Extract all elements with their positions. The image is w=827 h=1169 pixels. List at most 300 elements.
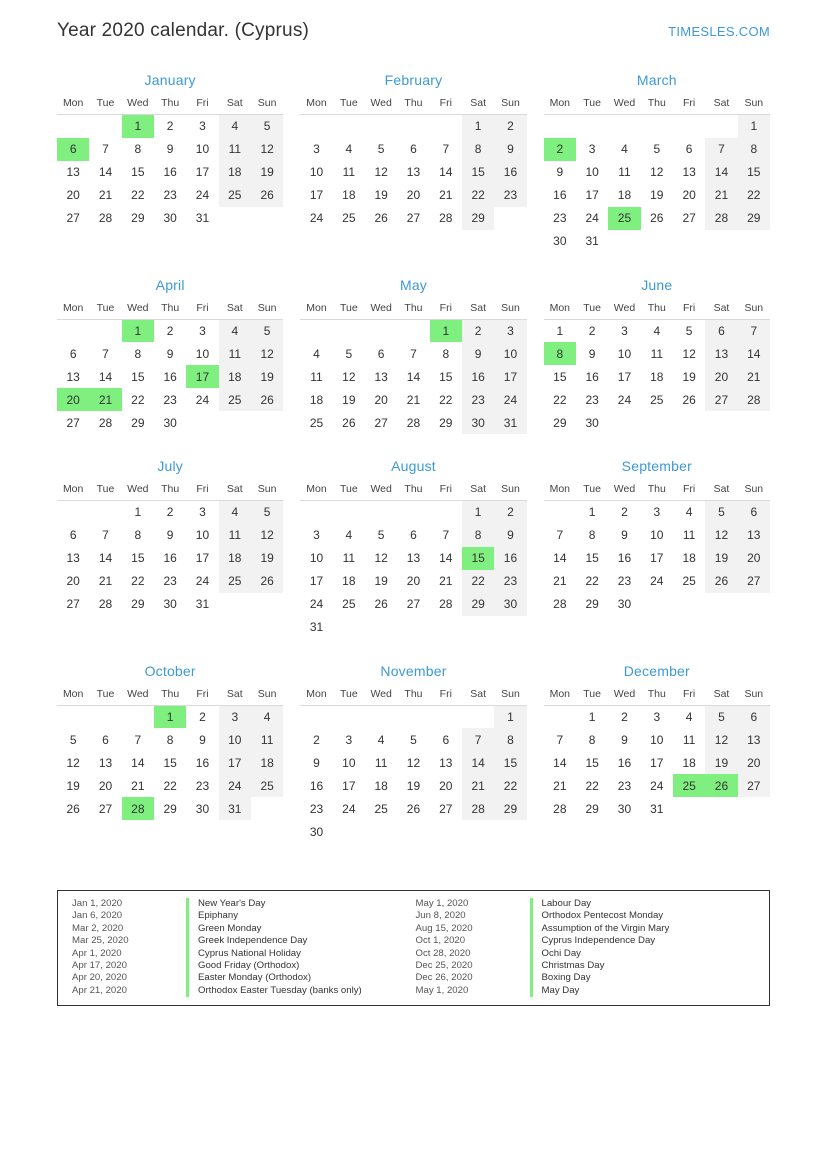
- day-cell[interactable]: 11: [374, 755, 388, 770]
- day-cell[interactable]: 18: [682, 755, 696, 770]
- day-cell-holiday[interactable]: 1: [122, 319, 154, 342]
- day-cell[interactable]: 8: [588, 528, 596, 542]
- day-cell[interactable]: 27: [705, 388, 737, 411]
- day-cell[interactable]: 26: [374, 211, 388, 225]
- day-cell[interactable]: 3: [219, 705, 251, 728]
- day-cell[interactable]: 6: [705, 319, 737, 342]
- day-cell[interactable]: 17: [585, 188, 599, 202]
- day-cell[interactable]: 7: [134, 732, 142, 747]
- day-cell[interactable]: 18: [219, 365, 251, 388]
- day-cell[interactable]: 3: [653, 505, 661, 520]
- day-cell[interactable]: 24: [494, 388, 526, 411]
- day-cell[interactable]: 31: [309, 620, 324, 634]
- day-cell[interactable]: 29: [585, 801, 599, 816]
- day-cell[interactable]: 6: [69, 346, 77, 361]
- day-cell[interactable]: 24: [195, 392, 210, 407]
- day-cell[interactable]: 5: [251, 501, 283, 524]
- day-cell[interactable]: 13: [98, 755, 113, 770]
- day-cell[interactable]: 26: [705, 570, 737, 593]
- day-cell[interactable]: 30: [163, 415, 177, 430]
- day-cell[interactable]: 3: [199, 323, 206, 338]
- day-cell[interactable]: 29: [163, 801, 177, 816]
- day-cell[interactable]: 14: [738, 342, 770, 365]
- day-cell[interactable]: 4: [251, 705, 283, 728]
- day-cell[interactable]: 7: [410, 346, 417, 361]
- day-cell-holiday[interactable]: 21: [89, 388, 121, 411]
- day-cell[interactable]: 20: [374, 392, 388, 407]
- day-cell[interactable]: 30: [163, 597, 177, 611]
- day-cell[interactable]: 27: [374, 415, 388, 430]
- day-cell[interactable]: 12: [251, 342, 283, 365]
- day-cell[interactable]: 9: [621, 732, 628, 747]
- day-cell[interactable]: 3: [199, 505, 206, 520]
- day-cell[interactable]: 17: [219, 751, 251, 774]
- day-cell[interactable]: 20: [738, 547, 770, 570]
- day-cell[interactable]: 26: [682, 392, 696, 407]
- day-cell[interactable]: 6: [102, 732, 109, 747]
- day-cell[interactable]: 7: [556, 528, 564, 542]
- day-cell[interactable]: 25: [219, 388, 251, 411]
- day-cell[interactable]: 30: [585, 415, 599, 430]
- day-cell[interactable]: 20: [439, 778, 453, 793]
- day-cell[interactable]: 29: [738, 207, 770, 230]
- day-cell[interactable]: 3: [588, 142, 596, 156]
- day-cell[interactable]: 13: [439, 755, 453, 770]
- day-cell[interactable]: 24: [585, 211, 599, 225]
- day-cell[interactable]: 5: [377, 142, 385, 156]
- day-cell[interactable]: 6: [377, 346, 385, 361]
- day-cell[interactable]: 16: [494, 161, 526, 184]
- day-cell[interactable]: 23: [617, 778, 632, 793]
- day-cell[interactable]: 29: [439, 415, 453, 430]
- day-cell[interactable]: 4: [377, 732, 385, 747]
- day-cell[interactable]: 22: [131, 188, 145, 202]
- day-cell[interactable]: 14: [98, 369, 113, 384]
- day-cell[interactable]: 15: [462, 161, 494, 184]
- day-cell[interactable]: 14: [131, 755, 145, 770]
- day-cell[interactable]: 16: [553, 188, 567, 202]
- day-cell[interactable]: 19: [342, 392, 356, 407]
- day-cell[interactable]: 28: [406, 415, 421, 430]
- day-cell[interactable]: 14: [462, 751, 494, 774]
- day-cell[interactable]: 1: [462, 501, 494, 524]
- day-cell[interactable]: 11: [618, 165, 631, 179]
- day-cell[interactable]: 19: [705, 547, 737, 570]
- day-cell[interactable]: 22: [553, 392, 567, 407]
- day-cell[interactable]: 21: [439, 188, 453, 202]
- day-cell[interactable]: 8: [134, 528, 142, 542]
- day-cell[interactable]: 8: [442, 346, 450, 361]
- day-cell[interactable]: 28: [553, 801, 567, 816]
- day-cell[interactable]: 15: [131, 165, 145, 179]
- day-cell[interactable]: 18: [309, 392, 324, 407]
- day-cell[interactable]: 17: [309, 574, 324, 588]
- day-cell[interactable]: 7: [102, 142, 109, 156]
- day-cell[interactable]: 7: [442, 528, 450, 542]
- day-cell[interactable]: 15: [585, 551, 599, 565]
- day-cell[interactable]: 4: [653, 323, 661, 338]
- day-cell[interactable]: 26: [66, 801, 80, 816]
- day-cell[interactable]: 15: [494, 751, 526, 774]
- day-cell[interactable]: 16: [585, 369, 599, 384]
- day-cell[interactable]: 2: [621, 709, 628, 724]
- day-cell[interactable]: 26: [251, 570, 283, 593]
- day-cell[interactable]: 16: [617, 551, 632, 565]
- day-cell[interactable]: 16: [163, 551, 177, 565]
- day-cell[interactable]: 23: [553, 211, 567, 225]
- day-cell[interactable]: 7: [442, 142, 450, 156]
- day-cell[interactable]: 14: [98, 551, 113, 565]
- day-cell[interactable]: 10: [585, 165, 599, 179]
- day-cell-holiday[interactable]: 26: [705, 774, 737, 797]
- day-cell[interactable]: 31: [195, 211, 210, 225]
- day-cell-holiday[interactable]: 1: [430, 319, 462, 342]
- day-cell[interactable]: 11: [682, 732, 696, 747]
- day-cell-holiday[interactable]: 25: [673, 774, 705, 797]
- day-cell[interactable]: 13: [406, 551, 421, 565]
- day-cell[interactable]: 30: [195, 801, 210, 816]
- day-cell[interactable]: 24: [342, 801, 356, 816]
- day-cell[interactable]: 16: [163, 369, 177, 384]
- day-cell[interactable]: 24: [650, 574, 664, 588]
- day-cell[interactable]: 1: [588, 505, 596, 520]
- day-cell[interactable]: 28: [98, 597, 113, 611]
- day-cell[interactable]: 23: [309, 801, 324, 816]
- day-cell[interactable]: 8: [134, 142, 142, 156]
- day-cell[interactable]: 1: [134, 505, 142, 520]
- day-cell[interactable]: 18: [617, 188, 632, 202]
- day-cell[interactable]: 28: [705, 207, 737, 230]
- day-cell[interactable]: 9: [462, 342, 494, 365]
- day-cell[interactable]: 15: [131, 369, 145, 384]
- day-cell[interactable]: 3: [313, 142, 320, 156]
- day-cell[interactable]: 22: [163, 778, 177, 793]
- day-cell[interactable]: 7: [102, 528, 109, 542]
- day-cell[interactable]: 3: [494, 319, 526, 342]
- day-cell[interactable]: 8: [738, 138, 770, 161]
- day-cell[interactable]: 3: [345, 732, 353, 747]
- day-cell-holiday[interactable]: 6: [57, 138, 89, 161]
- day-cell[interactable]: 25: [309, 415, 324, 430]
- day-cell[interactable]: 25: [342, 597, 356, 611]
- day-cell[interactable]: 27: [406, 597, 421, 611]
- day-cell[interactable]: 15: [553, 369, 567, 384]
- day-cell[interactable]: 8: [134, 346, 142, 361]
- day-cell[interactable]: 13: [738, 728, 770, 751]
- day-cell[interactable]: 28: [98, 415, 113, 430]
- day-cell[interactable]: 13: [66, 165, 80, 179]
- day-cell[interactable]: 9: [313, 755, 320, 770]
- day-cell[interactable]: 3: [313, 528, 320, 542]
- day-cell-holiday[interactable]: 8: [544, 342, 576, 365]
- day-cell[interactable]: 25: [251, 774, 283, 797]
- day-cell[interactable]: 8: [588, 732, 596, 747]
- day-cell[interactable]: 20: [98, 778, 113, 793]
- day-cell[interactable]: 16: [195, 755, 210, 770]
- day-cell[interactable]: 20: [66, 188, 80, 202]
- day-cell[interactable]: 19: [374, 574, 388, 588]
- day-cell[interactable]: 22: [462, 184, 494, 207]
- day-cell[interactable]: 4: [345, 528, 353, 542]
- day-cell[interactable]: 4: [219, 115, 251, 138]
- day-cell[interactable]: 10: [195, 346, 210, 361]
- day-cell[interactable]: 6: [69, 528, 77, 542]
- day-cell[interactable]: 5: [69, 732, 77, 747]
- day-cell[interactable]: 18: [251, 751, 283, 774]
- day-cell[interactable]: 11: [251, 728, 283, 751]
- day-cell[interactable]: 26: [342, 415, 356, 430]
- day-cell[interactable]: 17: [195, 165, 210, 179]
- day-cell[interactable]: 17: [342, 778, 356, 793]
- day-cell[interactable]: 3: [199, 119, 206, 134]
- day-cell[interactable]: 8: [462, 524, 494, 547]
- day-cell[interactable]: 7: [738, 319, 770, 342]
- day-cell[interactable]: 24: [309, 211, 324, 225]
- day-cell[interactable]: 29: [585, 597, 599, 611]
- day-cell[interactable]: 11: [342, 165, 356, 179]
- day-cell[interactable]: 28: [553, 597, 567, 611]
- day-cell[interactable]: 14: [439, 551, 453, 565]
- day-cell[interactable]: 8: [494, 728, 526, 751]
- day-cell-holiday[interactable]: 20: [57, 388, 89, 411]
- day-cell[interactable]: 10: [309, 551, 324, 565]
- day-cell[interactable]: 18: [650, 369, 664, 384]
- day-cell[interactable]: 9: [166, 142, 174, 156]
- day-cell[interactable]: 23: [195, 778, 210, 793]
- day-cell[interactable]: 14: [98, 165, 113, 179]
- day-cell[interactable]: 5: [653, 142, 661, 156]
- day-cell[interactable]: 18: [342, 574, 356, 588]
- day-cell[interactable]: 27: [738, 570, 770, 593]
- day-cell[interactable]: 15: [163, 755, 177, 770]
- day-cell[interactable]: 2: [166, 119, 174, 134]
- day-cell[interactable]: 22: [738, 184, 770, 207]
- day-cell[interactable]: 16: [494, 547, 526, 570]
- day-cell[interactable]: 2: [494, 115, 526, 138]
- day-cell[interactable]: 5: [251, 319, 283, 342]
- day-cell[interactable]: 13: [66, 551, 80, 565]
- day-cell[interactable]: 23: [163, 392, 177, 407]
- day-cell[interactable]: 20: [406, 574, 421, 588]
- day-cell[interactable]: 6: [410, 142, 417, 156]
- day-cell[interactable]: 12: [251, 138, 283, 161]
- day-cell[interactable]: 30: [553, 234, 567, 248]
- day-cell[interactable]: 11: [219, 342, 251, 365]
- day-cell[interactable]: 30: [309, 824, 324, 839]
- day-cell[interactable]: 23: [462, 388, 494, 411]
- day-cell[interactable]: 2: [166, 505, 174, 520]
- day-cell[interactable]: 21: [439, 574, 453, 588]
- day-cell[interactable]: 12: [251, 524, 283, 547]
- day-cell[interactable]: 18: [374, 778, 388, 793]
- day-cell[interactable]: 26: [251, 184, 283, 207]
- day-cell[interactable]: 21: [98, 574, 113, 588]
- day-cell[interactable]: 2: [621, 505, 628, 520]
- day-cell[interactable]: 29: [131, 415, 145, 430]
- day-cell[interactable]: 22: [462, 570, 494, 593]
- day-cell[interactable]: 27: [66, 415, 80, 430]
- day-cell-holiday[interactable]: 28: [122, 797, 154, 820]
- day-cell[interactable]: 8: [166, 732, 174, 747]
- day-cell-holiday[interactable]: 25: [608, 207, 640, 230]
- day-cell[interactable]: 16: [309, 778, 324, 793]
- day-cell[interactable]: 9: [556, 165, 564, 179]
- day-cell[interactable]: 14: [553, 551, 567, 565]
- day-cell[interactable]: 25: [219, 184, 251, 207]
- day-cell[interactable]: 29: [131, 597, 145, 611]
- day-cell[interactable]: 21: [738, 365, 770, 388]
- day-cell-holiday[interactable]: 17: [186, 365, 218, 388]
- day-cell[interactable]: 1: [556, 323, 564, 338]
- day-cell[interactable]: 19: [251, 547, 283, 570]
- day-cell[interactable]: 15: [131, 551, 145, 565]
- day-cell[interactable]: 27: [66, 597, 80, 611]
- day-cell[interactable]: 13: [374, 369, 388, 384]
- day-cell[interactable]: 9: [166, 528, 174, 542]
- day-cell[interactable]: 12: [705, 728, 737, 751]
- day-cell[interactable]: 4: [219, 501, 251, 524]
- day-cell[interactable]: 12: [374, 551, 388, 565]
- day-cell[interactable]: 13: [66, 369, 80, 384]
- day-cell[interactable]: 21: [553, 574, 567, 588]
- day-cell[interactable]: 10: [309, 165, 324, 179]
- day-cell[interactable]: 25: [682, 574, 696, 588]
- day-cell[interactable]: 14: [406, 369, 421, 384]
- day-cell[interactable]: 23: [494, 570, 526, 593]
- day-cell[interactable]: 23: [585, 392, 599, 407]
- day-cell[interactable]: 24: [650, 778, 664, 793]
- site-link[interactable]: TIMESLES.COM: [668, 24, 770, 39]
- day-cell[interactable]: 29: [462, 207, 494, 230]
- day-cell[interactable]: 19: [705, 751, 737, 774]
- day-cell[interactable]: 14: [439, 165, 453, 179]
- day-cell[interactable]: 30: [494, 593, 526, 616]
- day-cell[interactable]: 6: [442, 732, 450, 747]
- day-cell[interactable]: 27: [406, 211, 421, 225]
- day-cell[interactable]: 10: [650, 528, 664, 542]
- day-cell[interactable]: 5: [345, 346, 353, 361]
- day-cell[interactable]: 17: [617, 369, 632, 384]
- day-cell[interactable]: 27: [66, 211, 80, 225]
- day-cell[interactable]: 10: [650, 732, 664, 747]
- day-cell[interactable]: 22: [131, 574, 145, 588]
- day-cell[interactable]: 23: [494, 184, 526, 207]
- day-cell[interactable]: 4: [313, 346, 320, 361]
- day-cell[interactable]: 29: [553, 415, 567, 430]
- day-cell[interactable]: 4: [219, 319, 251, 342]
- day-cell[interactable]: 28: [462, 797, 494, 820]
- day-cell[interactable]: 9: [199, 732, 206, 747]
- day-cell[interactable]: 5: [410, 732, 417, 747]
- day-cell[interactable]: 22: [494, 774, 526, 797]
- day-cell[interactable]: 19: [374, 188, 388, 202]
- day-cell[interactable]: 23: [163, 188, 177, 202]
- day-cell[interactable]: 6: [685, 142, 693, 156]
- day-cell[interactable]: 31: [585, 234, 599, 248]
- day-cell[interactable]: 1: [462, 115, 494, 138]
- day-cell[interactable]: 24: [195, 574, 210, 588]
- day-cell[interactable]: 4: [621, 142, 628, 156]
- day-cell[interactable]: 21: [705, 184, 737, 207]
- day-cell[interactable]: 20: [738, 751, 770, 774]
- day-cell[interactable]: 26: [406, 801, 421, 816]
- day-cell[interactable]: 4: [345, 142, 353, 156]
- day-cell[interactable]: 27: [682, 211, 696, 225]
- day-cell[interactable]: 19: [406, 778, 421, 793]
- day-cell[interactable]: 17: [650, 551, 664, 565]
- day-cell[interactable]: 21: [131, 778, 145, 793]
- day-cell[interactable]: 13: [682, 165, 696, 179]
- day-cell[interactable]: 9: [494, 524, 526, 547]
- day-cell[interactable]: 15: [738, 161, 770, 184]
- day-cell[interactable]: 2: [166, 323, 174, 338]
- day-cell[interactable]: 20: [705, 365, 737, 388]
- day-cell[interactable]: 5: [685, 323, 693, 338]
- day-cell[interactable]: 13: [738, 524, 770, 547]
- day-cell[interactable]: 17: [309, 188, 324, 202]
- day-cell[interactable]: 19: [682, 369, 696, 384]
- day-cell[interactable]: 9: [621, 528, 628, 542]
- day-cell[interactable]: 27: [98, 801, 113, 816]
- day-cell[interactable]: 25: [342, 211, 356, 225]
- day-cell[interactable]: 11: [650, 346, 664, 361]
- day-cell[interactable]: 20: [406, 188, 421, 202]
- day-cell[interactable]: 11: [310, 369, 323, 384]
- day-cell[interactable]: 30: [617, 801, 632, 816]
- day-cell-holiday[interactable]: 1: [122, 115, 154, 138]
- day-cell[interactable]: 22: [585, 574, 599, 588]
- day-cell[interactable]: 29: [462, 593, 494, 616]
- day-cell[interactable]: 22: [439, 392, 453, 407]
- day-cell[interactable]: 6: [738, 501, 770, 524]
- day-cell[interactable]: 18: [342, 188, 356, 202]
- day-cell[interactable]: 25: [374, 801, 388, 816]
- day-cell[interactable]: 31: [650, 801, 664, 816]
- day-cell[interactable]: 1: [494, 705, 526, 728]
- day-cell[interactable]: 1: [588, 709, 596, 724]
- day-cell[interactable]: 2: [494, 501, 526, 524]
- day-cell[interactable]: 24: [219, 774, 251, 797]
- day-cell[interactable]: 25: [650, 392, 664, 407]
- day-cell[interactable]: 29: [494, 797, 526, 820]
- day-cell[interactable]: 12: [374, 165, 388, 179]
- day-cell[interactable]: 26: [650, 211, 664, 225]
- day-cell[interactable]: 25: [219, 570, 251, 593]
- day-cell[interactable]: 18: [219, 161, 251, 184]
- day-cell[interactable]: 2: [588, 323, 596, 338]
- day-cell[interactable]: 10: [219, 728, 251, 751]
- day-cell[interactable]: 17: [494, 365, 526, 388]
- day-cell[interactable]: 30: [617, 597, 632, 611]
- day-cell[interactable]: 21: [553, 778, 567, 793]
- day-cell[interactable]: 15: [585, 755, 599, 770]
- day-cell[interactable]: 28: [98, 211, 113, 225]
- day-cell[interactable]: 30: [163, 211, 177, 225]
- day-cell[interactable]: 7: [102, 346, 109, 361]
- day-cell[interactable]: 28: [738, 388, 770, 411]
- day-cell[interactable]: 5: [705, 705, 737, 728]
- day-cell[interactable]: 20: [682, 188, 696, 202]
- day-cell[interactable]: 2: [462, 319, 494, 342]
- day-cell[interactable]: 27: [738, 774, 770, 797]
- day-cell[interactable]: 27: [439, 801, 453, 816]
- day-cell[interactable]: 9: [494, 138, 526, 161]
- day-cell[interactable]: 13: [705, 342, 737, 365]
- day-cell[interactable]: 12: [66, 755, 80, 770]
- day-cell[interactable]: 3: [653, 709, 661, 724]
- day-cell[interactable]: 1: [738, 115, 770, 138]
- day-cell[interactable]: 13: [406, 165, 421, 179]
